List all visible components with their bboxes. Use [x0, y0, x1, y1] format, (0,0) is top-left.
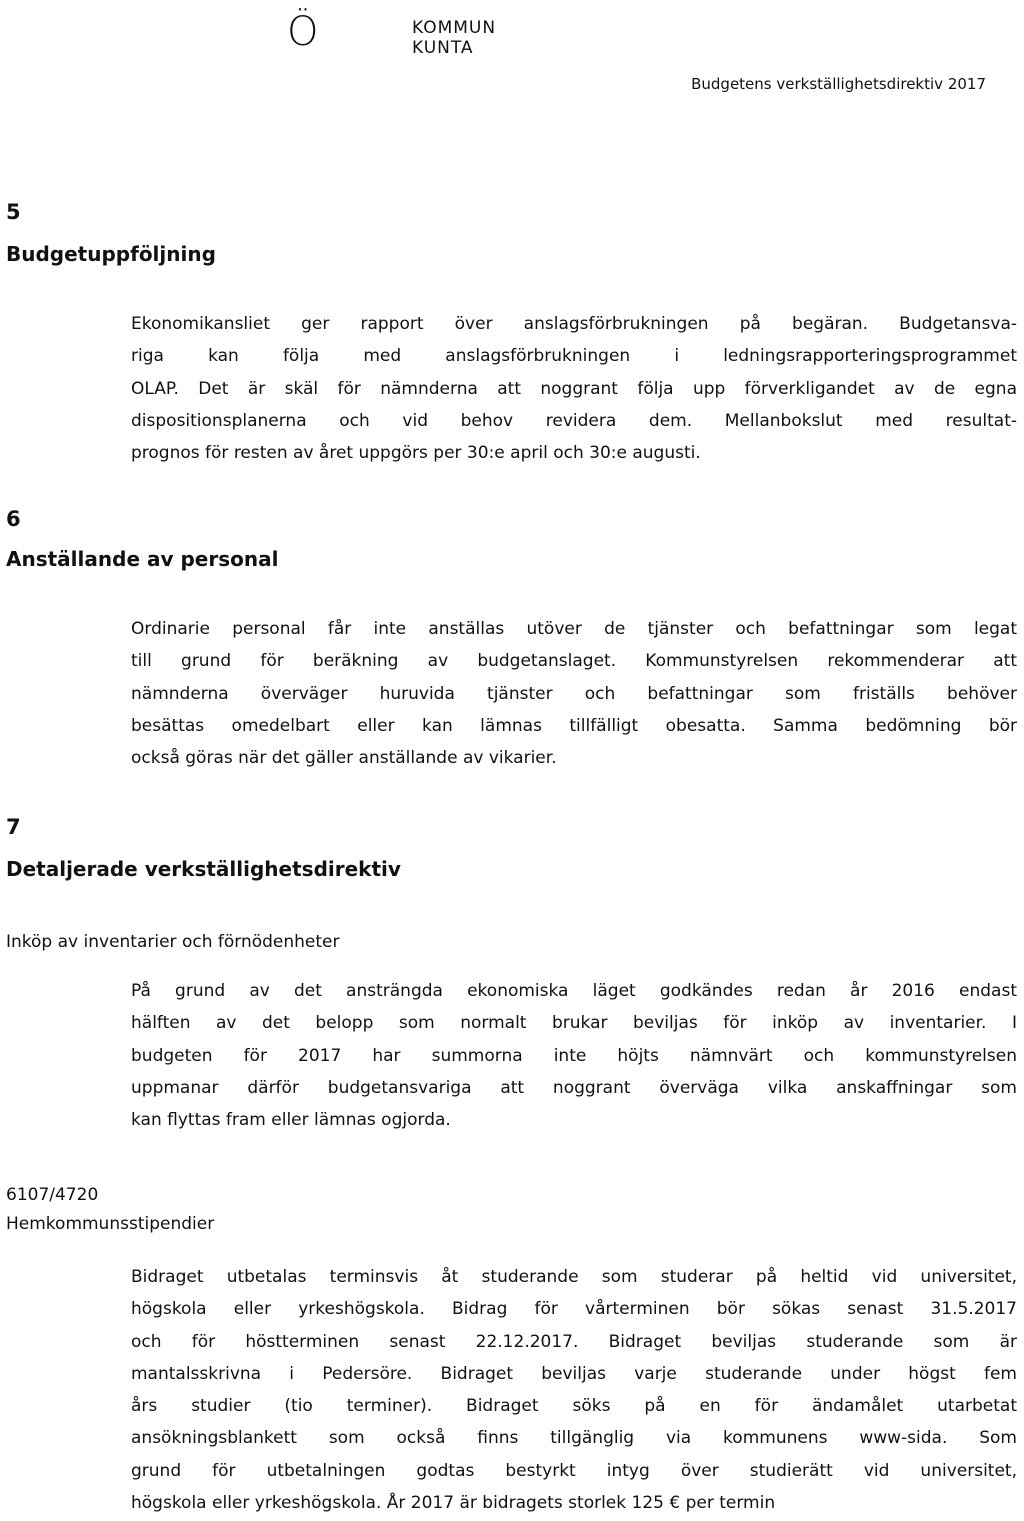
paragraph-line: kan flyttas fram eller lämnas ogjorda. — [131, 1110, 451, 1131]
paragraph-line: uppmanar därför budgetansvariga att noggrant överväga vilka anskaffningar som — [131, 1077, 1017, 1098]
section-5-title: Budgetuppföljning — [6, 242, 216, 266]
paragraph-line: riga kan följa med anslagsförbrukningen i ledningsrapporteringsprogrammet — [131, 346, 1017, 367]
municipality-logo — [287, 6, 318, 58]
paragraph-line: prognos för resten av året uppgörs per 30:e april och 30:e augusti. — [131, 443, 701, 464]
section-6-number: 6 — [6, 507, 21, 531]
paragraph-line: dispositionsplanerna och vid behov revidera dem. Mellanbokslut med resultat- — [131, 410, 1017, 431]
organization-name — [412, 18, 496, 58]
paragraph-line: högskola eller yrkeshögskola. Bidrag för vårterminen bör sökas senast 31.5.2017 — [131, 1299, 1017, 1320]
paragraph-line: års studier (tio terminer). Bidraget söks på en för ändamålet utarbetat — [131, 1396, 1017, 1417]
scholarships-paragraph — [131, 1261, 1017, 1519]
paragraph-line: till grund för beräkning av budgetanslaget. Kommunstyrelsen rekommenderar att — [131, 651, 1017, 672]
section-6-paragraph — [131, 613, 1017, 774]
paragraph-line: högskola eller yrkeshögskola. År 2017 är bidragets storlek 125 € per termin — [131, 1493, 776, 1514]
org-name-finnish: KUNTA — [412, 38, 474, 58]
subsection-heading-scholarships: Hemkommunsstipendier — [6, 1214, 215, 1234]
paragraph-line: hälften av det belopp som normalt brukar beviljas för inköp av inventarier. I — [131, 1013, 1017, 1034]
section-7-number: 7 — [6, 815, 21, 839]
document-title: Budgetens verkställighetsdirektiv 2017 — [691, 75, 986, 93]
purchases-paragraph — [131, 975, 1017, 1136]
section-5-number: 5 — [6, 200, 21, 224]
paragraph-line: grund för utbetalningen godtas bestyrkt intyg över studierätt vid universitet, — [131, 1460, 1017, 1481]
paragraph-line: Bidraget utbetalas terminsvis åt studerande som studerar på heltid vid universitet, — [131, 1267, 1017, 1287]
paragraph-line: mantalsskrivna i Pedersöre. Bidraget beviljas varje studerande under högst fem — [131, 1363, 1017, 1384]
subsection-heading-purchases: Inköp av inventarier och förnödenheter — [6, 932, 340, 952]
section-6-title: Anställande av personal — [6, 547, 279, 571]
logo-letter: Ö — [287, 9, 319, 55]
paragraph-line: budgeten för 2017 har summorna inte höjts nämnvärt och kommunstyrelsen — [131, 1045, 1017, 1066]
paragraph-line: På grund av det ansträngda ekonomiska läget godkändes redan år 2016 endast — [131, 981, 1017, 1001]
paragraph-line: Ekonomikansliet ger rapport över anslagsförbrukningen på begäran. Budgetansva- — [131, 314, 1017, 334]
section-5-paragraph — [131, 308, 1017, 469]
paragraph-line: ansökningsblankett som också finns tillgänglig via kommunens www-sida. Som — [131, 1428, 1017, 1449]
org-name-swedish: KOMMUN — [412, 18, 497, 38]
paragraph-line: OLAP. Det är skäl för nämnderna att noggrant följa upp förverkligandet av de egna — [131, 378, 1017, 399]
paragraph-line: nämnderna överväger huruvida tjänster och befattningar som friställs behöver — [131, 683, 1017, 704]
section-7-title: Detaljerade verkställighetsdirektiv — [6, 857, 401, 881]
account-code: 6107/4720 — [6, 1185, 99, 1205]
paragraph-line: också göras när det gäller anställande av vikarier. — [131, 748, 557, 769]
paragraph-line: besättas omedelbart eller kan lämnas tillfälligt obesatta. Samma bedömning bör — [131, 715, 1017, 736]
paragraph-line: och för höstterminen senast 22.12.2017. Bidraget beviljas studerande som är — [131, 1331, 1017, 1352]
paragraph-line: Ordinarie personal får inte anställas utöver de tjänster och befattningar som legat — [131, 619, 1017, 639]
